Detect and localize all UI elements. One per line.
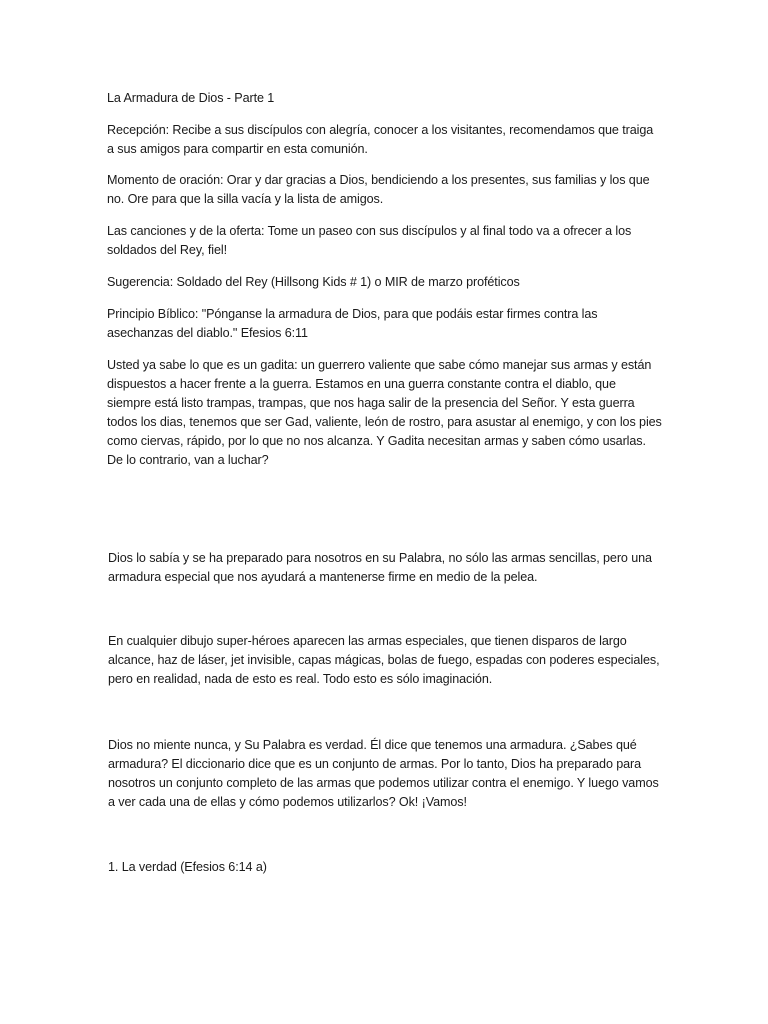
document-title: La Armadura de Dios - Parte 1 bbox=[107, 91, 275, 105]
paragraph-sugerencia: Sugerencia: Soldado del Rey (Hillsong Kids # 1) o MIR de marzo proféticos bbox=[107, 275, 520, 289]
paragraph-dios-lo-sabia: Dios lo sabía y se ha preparado para nosotros en su Palabra, no sólo las armas sencillas, pero una armadura especial que nos ayudará a mantenerse firme en medio de la pelea. bbox=[108, 551, 652, 584]
paragraph-oracion: Momento de oración: Orar y dar gracias a Dios, bendiciendo a los presentes, sus familias y los que no. Ore para que la silla vacía y la lista de amigos. bbox=[107, 173, 650, 206]
paragraph-super-heroes: En cualquier dibujo super-héroes aparecen las armas especiales, que tienen disparos de largo alcance, haz de láser, jet invisible, capas mágicas, bolas de fuego, espadas con poderes especiales, pero en realidad, nada de esto es real. Todo esto es sólo imaginación. bbox=[108, 634, 660, 686]
paragraph-dios-no-miente: Dios no miente nunca, y Su Palabra es verdad. Él dice que tenemos una armadura. ¿Sabes qué armadura? El diccionario dice que es un conjunto de armas. Por lo tanto, Dios ha preparado para nosotros un conjunto completo de las armas que podemos utilizar contra el enemigo. Y luego vamos a ver cada una de ellas y cómo podemos utilizarlos? Ok! ¡Vamos! bbox=[108, 738, 659, 809]
paragraph-principio-biblico: Principio Bíblico: "Pónganse la armadura de Dios, para que podáis estar firmes contra las asechanzas del diablo." Efesios 6:11 bbox=[107, 307, 598, 340]
list-item-la-verdad: 1. La verdad (Efesios 6:14 a) bbox=[108, 860, 267, 874]
paragraph-recepcion: Recepción: Recibe a sus discípulos con alegría, conocer a los visitantes, recomendamos que traiga a sus amigos para compartir en esta comunión. bbox=[107, 123, 654, 156]
paragraph-gadita: Usted ya sabe lo que es un gadita: un guerrero valiente que sabe cómo manejar sus armas y están dispuestos a hacer frente a la guerra. Estamos en una guerra constante contra el diablo, que siempre está listo trampas, trampas, que nos haga salir de la presencia del Señor. Y esta guerra todos los dias, tenemos que ser Gad, valiente, león de rostro, para asustar al enemigo, y con los pies como ciervas, rápido, por lo que no nos alcanza. Y Gadita necesitan armas y saben cómo usarlas. De lo contrario, van a luchar? bbox=[107, 358, 662, 467]
paragraph-canciones: Las canciones y de la oferta: Tome un paseo con sus discípulos y al final todo va a ofrecer a los soldados del Rey, fiel! bbox=[107, 224, 632, 257]
